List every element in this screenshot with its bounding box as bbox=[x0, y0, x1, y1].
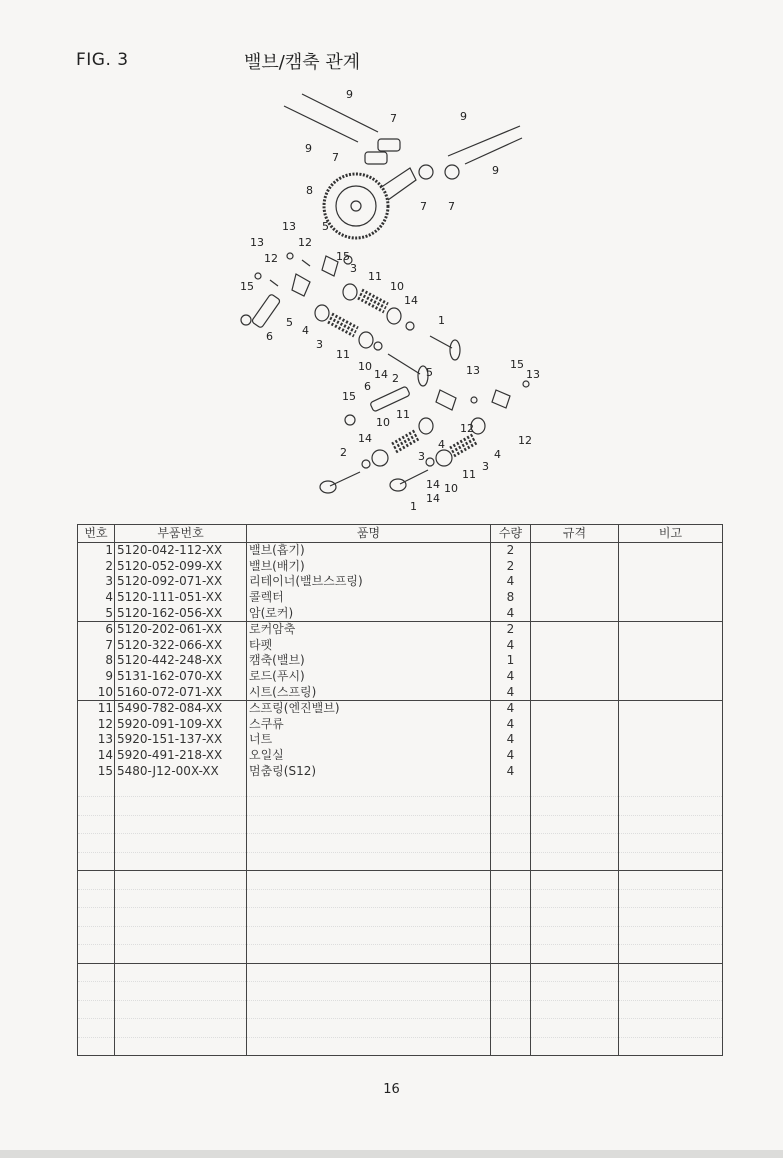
callout-label: 4 bbox=[302, 324, 309, 337]
cell-spec bbox=[531, 621, 619, 637]
page-number: 16 bbox=[383, 1082, 400, 1097]
cell-part-number: 5920-151-137-XX bbox=[115, 732, 247, 748]
cell-part-number: 5120-042-112-XX bbox=[115, 543, 247, 559]
callout-label: 15 bbox=[240, 280, 254, 293]
cell-no: 2 bbox=[78, 559, 115, 575]
callout-label: 12 bbox=[264, 252, 278, 265]
table-row bbox=[78, 653, 723, 669]
spring-part bbox=[392, 430, 420, 452]
cell-remarks bbox=[619, 590, 723, 606]
cell-quantity: 4 bbox=[491, 605, 531, 621]
table-row bbox=[78, 574, 723, 590]
valve-stem-part bbox=[430, 336, 452, 348]
cell-part-number: 5131-162-070-XX bbox=[115, 669, 247, 685]
cell-part-number: 5120-202-061-XX bbox=[115, 621, 247, 637]
callout-label: 13 bbox=[250, 236, 264, 249]
cell-no: 15 bbox=[78, 763, 115, 779]
push-rod-part bbox=[284, 106, 358, 142]
table-row bbox=[78, 700, 723, 716]
callout-label: 9 bbox=[305, 142, 312, 155]
cell-spec bbox=[531, 717, 619, 733]
cell-part-number: 5920-491-218-XX bbox=[115, 748, 247, 764]
cell-quantity: 2 bbox=[491, 559, 531, 575]
table-row bbox=[78, 748, 723, 764]
figure-label: FIG. 3 bbox=[76, 50, 129, 70]
cell-spec bbox=[531, 574, 619, 590]
callout-label: 14 bbox=[426, 478, 440, 491]
cell-quantity: 4 bbox=[491, 748, 531, 764]
cell-quantity: 2 bbox=[491, 543, 531, 559]
cell-quantity: 4 bbox=[491, 574, 531, 590]
cell-remarks bbox=[619, 669, 723, 685]
cell-no: 8 bbox=[78, 653, 115, 669]
table-row bbox=[78, 590, 723, 606]
spring-seat-part bbox=[359, 332, 373, 348]
cell-remarks bbox=[619, 574, 723, 590]
cell-part-number: 5120-162-056-XX bbox=[115, 605, 247, 621]
callout-label: 10 bbox=[358, 360, 372, 373]
diagram-callouts bbox=[240, 88, 540, 513]
spring-part bbox=[358, 290, 388, 312]
cell-part-name: 밸브(배기) bbox=[247, 559, 491, 575]
rocker-arm-part bbox=[292, 274, 310, 296]
cell-part-number: 5120-052-099-XX bbox=[115, 559, 247, 575]
callout-label: 1 bbox=[410, 500, 417, 513]
empty-row bbox=[78, 1019, 723, 1038]
table-row bbox=[78, 763, 723, 779]
callout-label: 14 bbox=[358, 432, 372, 445]
callout-label: 6 bbox=[364, 380, 371, 393]
cell-part-name: 로드(푸시) bbox=[247, 669, 491, 685]
callout-label: 11 bbox=[336, 348, 350, 361]
callout-label: 13 bbox=[282, 220, 296, 233]
nut-part bbox=[287, 253, 293, 259]
retainer-part bbox=[315, 305, 329, 321]
table-row bbox=[78, 638, 723, 654]
callout-label: 14 bbox=[404, 294, 418, 307]
cell-part-name: 리테이너(밸브스프링) bbox=[247, 574, 491, 590]
cell-remarks bbox=[619, 684, 723, 700]
callout-label: 14 bbox=[374, 368, 388, 381]
callout-label: 9 bbox=[492, 164, 499, 177]
tappet-part bbox=[445, 165, 459, 179]
cell-no: 4 bbox=[78, 590, 115, 606]
cell-no: 13 bbox=[78, 732, 115, 748]
header-no: 번호 bbox=[78, 525, 115, 543]
callout-label: 12 bbox=[518, 434, 532, 447]
empty-row bbox=[78, 982, 723, 1001]
table-row bbox=[78, 732, 723, 748]
empty-row bbox=[78, 871, 723, 890]
cell-quantity: 4 bbox=[491, 763, 531, 779]
snap-ring-part bbox=[345, 415, 355, 425]
cell-part-name: 콜렉터 bbox=[247, 590, 491, 606]
callout-label: 5 bbox=[286, 316, 293, 329]
cell-spec bbox=[531, 669, 619, 685]
exploded-parts-diagram bbox=[230, 84, 560, 514]
callout-label: 15 bbox=[510, 358, 524, 371]
callout-label: 7 bbox=[420, 200, 427, 213]
scan-edge bbox=[0, 1150, 783, 1158]
empty-row bbox=[78, 889, 723, 908]
cell-no: 9 bbox=[78, 669, 115, 685]
callout-label: 3 bbox=[418, 450, 425, 463]
parts-table bbox=[77, 524, 723, 1056]
oil-seal-part bbox=[426, 458, 434, 466]
empty-row bbox=[78, 926, 723, 945]
cell-part-name: 암(로커) bbox=[247, 605, 491, 621]
cell-remarks bbox=[619, 638, 723, 654]
cell-spec bbox=[531, 653, 619, 669]
spring-part bbox=[450, 434, 478, 456]
cell-spec bbox=[531, 763, 619, 779]
page-title: 밸브/캠축 관계 bbox=[244, 52, 361, 73]
valve-head-part bbox=[450, 340, 460, 360]
cell-part-number: 5160-072-071-XX bbox=[115, 684, 247, 700]
empty-row bbox=[78, 779, 723, 797]
cell-part-name: 너트 bbox=[247, 732, 491, 748]
cell-quantity: 1 bbox=[491, 653, 531, 669]
callout-label: 11 bbox=[396, 408, 410, 421]
callout-label: 7 bbox=[448, 200, 455, 213]
callout-label: 6 bbox=[266, 330, 273, 343]
callout-label: 3 bbox=[316, 338, 323, 351]
oil-seal-part bbox=[374, 342, 382, 350]
push-rod-part bbox=[465, 138, 522, 164]
cell-spec bbox=[531, 700, 619, 716]
cell-part-name: 캠축(밸브) bbox=[247, 653, 491, 669]
callout-label: 4 bbox=[494, 448, 501, 461]
table-row bbox=[78, 621, 723, 637]
header-part-name: 품명 bbox=[247, 525, 491, 543]
cell-quantity: 8 bbox=[491, 590, 531, 606]
cell-part-name: 스프링(엔진밸브) bbox=[247, 700, 491, 716]
cell-part-number: 5490-782-084-XX bbox=[115, 700, 247, 716]
callout-label: 7 bbox=[390, 112, 397, 125]
callout-label: 2 bbox=[392, 372, 399, 385]
cell-quantity: 4 bbox=[491, 684, 531, 700]
retainer-part bbox=[343, 284, 357, 300]
nut-part bbox=[471, 397, 477, 403]
screw-part bbox=[270, 280, 278, 286]
valve-head-part bbox=[320, 481, 336, 493]
cell-part-name: 밸브(흡기) bbox=[247, 543, 491, 559]
empty-row bbox=[78, 834, 723, 853]
cell-no: 10 bbox=[78, 684, 115, 700]
header-part-number: 부품번호 bbox=[115, 525, 247, 543]
callout-label: 2 bbox=[340, 446, 347, 459]
empty-row bbox=[78, 1037, 723, 1056]
callout-label: 3 bbox=[350, 262, 357, 275]
callout-label: 11 bbox=[462, 468, 476, 481]
retainer-part bbox=[419, 418, 433, 434]
cell-quantity: 4 bbox=[491, 717, 531, 733]
cell-part-name: 시트(스프링) bbox=[247, 684, 491, 700]
header-spec: 규격 bbox=[531, 525, 619, 543]
cell-no: 5 bbox=[78, 605, 115, 621]
cam-gear-hub bbox=[336, 186, 376, 226]
empty-row bbox=[78, 963, 723, 982]
push-rod-part bbox=[448, 126, 520, 156]
cell-part-number: 5480-J12-00X-XX bbox=[115, 763, 247, 779]
empty-row bbox=[78, 945, 723, 964]
spring-seat-part bbox=[372, 450, 388, 466]
cell-part-name: 스쿠류 bbox=[247, 717, 491, 733]
oil-seal-part bbox=[406, 322, 414, 330]
empty-row bbox=[78, 815, 723, 834]
callout-label: 4 bbox=[438, 438, 445, 451]
cell-remarks bbox=[619, 605, 723, 621]
cell-part-number: 5120-111-051-XX bbox=[115, 590, 247, 606]
screw-part bbox=[302, 260, 310, 266]
cell-remarks bbox=[619, 621, 723, 637]
callout-label: 3 bbox=[482, 460, 489, 473]
callout-label: 15 bbox=[342, 390, 356, 403]
cell-remarks bbox=[619, 700, 723, 716]
cell-no: 3 bbox=[78, 574, 115, 590]
spring-seat-part bbox=[436, 450, 452, 466]
cam-gear-part bbox=[324, 174, 388, 238]
cell-part-name: 오일실 bbox=[247, 748, 491, 764]
cell-part-number: 5920-091-109-XX bbox=[115, 717, 247, 733]
cell-spec bbox=[531, 605, 619, 621]
cell-spec bbox=[531, 748, 619, 764]
table-row bbox=[78, 605, 723, 621]
valve-head-part bbox=[390, 479, 406, 491]
cell-no: 11 bbox=[78, 700, 115, 716]
cell-spec bbox=[531, 543, 619, 559]
push-rod-part bbox=[302, 94, 378, 132]
cell-remarks bbox=[619, 559, 723, 575]
empty-row bbox=[78, 797, 723, 816]
cell-quantity: 2 bbox=[491, 621, 531, 637]
cell-part-number: 5120-322-066-XX bbox=[115, 638, 247, 654]
table-row bbox=[78, 559, 723, 575]
cell-remarks bbox=[619, 653, 723, 669]
header-remarks: 비고 bbox=[619, 525, 723, 543]
oil-seal-part bbox=[362, 460, 370, 468]
cell-spec bbox=[531, 684, 619, 700]
table-row bbox=[78, 684, 723, 700]
callout-label: 15 bbox=[336, 250, 350, 263]
table-row bbox=[78, 717, 723, 733]
cell-part-number: 5120-092-071-XX bbox=[115, 574, 247, 590]
callout-label: 1 bbox=[438, 314, 445, 327]
rocker-arm-part bbox=[436, 390, 456, 410]
tappet-part bbox=[378, 139, 400, 151]
rocker-shaft-part bbox=[251, 294, 280, 329]
cell-quantity: 4 bbox=[491, 638, 531, 654]
cell-no: 1 bbox=[78, 543, 115, 559]
callout-label: 14 bbox=[426, 492, 440, 505]
cell-quantity: 4 bbox=[491, 732, 531, 748]
empty-row bbox=[78, 1000, 723, 1019]
header-quantity: 수량 bbox=[491, 525, 531, 543]
callout-label: 5 bbox=[322, 220, 329, 233]
callout-label: 9 bbox=[460, 110, 467, 123]
callout-label: 10 bbox=[390, 280, 404, 293]
nut-part bbox=[523, 381, 529, 387]
cell-remarks bbox=[619, 543, 723, 559]
empty-row bbox=[78, 908, 723, 927]
cell-no: 7 bbox=[78, 638, 115, 654]
callout-label: 7 bbox=[332, 151, 339, 164]
callout-label: 5 bbox=[426, 366, 433, 379]
nut-part bbox=[255, 273, 261, 279]
callout-label: 13 bbox=[466, 364, 480, 377]
rocker-arm-part bbox=[492, 390, 510, 408]
callout-label: 12 bbox=[460, 422, 474, 435]
valve-stem-part bbox=[388, 354, 420, 374]
cell-remarks bbox=[619, 717, 723, 733]
callout-label: 9 bbox=[346, 88, 353, 101]
callout-label: 10 bbox=[376, 416, 390, 429]
cam-gear-center bbox=[351, 201, 361, 211]
callout-label: 8 bbox=[306, 184, 313, 197]
table-row bbox=[78, 669, 723, 685]
cell-spec bbox=[531, 638, 619, 654]
cell-remarks bbox=[619, 732, 723, 748]
cell-part-name: 멈춤링(S12) bbox=[247, 763, 491, 779]
spring-seat-part bbox=[387, 308, 401, 324]
cell-part-name: 타펫 bbox=[247, 638, 491, 654]
cell-remarks bbox=[619, 748, 723, 764]
cell-part-number: 5120-442-248-XX bbox=[115, 653, 247, 669]
cell-spec bbox=[531, 732, 619, 748]
cell-no: 14 bbox=[78, 748, 115, 764]
tappet-part bbox=[419, 165, 433, 179]
cell-spec bbox=[531, 590, 619, 606]
callout-label: 12 bbox=[298, 236, 312, 249]
tappet-part bbox=[365, 152, 387, 164]
cell-quantity: 4 bbox=[491, 669, 531, 685]
empty-row bbox=[78, 852, 723, 871]
cell-remarks bbox=[619, 763, 723, 779]
callout-label: 10 bbox=[444, 482, 458, 495]
snap-ring-part bbox=[241, 315, 251, 325]
table-row bbox=[78, 543, 723, 559]
table-header-row bbox=[78, 525, 723, 543]
callout-label: 13 bbox=[526, 368, 540, 381]
cell-quantity: 4 bbox=[491, 700, 531, 716]
spring-part bbox=[328, 314, 358, 336]
cell-spec bbox=[531, 559, 619, 575]
callout-label: 11 bbox=[368, 270, 382, 283]
cell-no: 12 bbox=[78, 717, 115, 733]
cell-part-name: 로커암축 bbox=[247, 621, 491, 637]
cell-no: 6 bbox=[78, 621, 115, 637]
